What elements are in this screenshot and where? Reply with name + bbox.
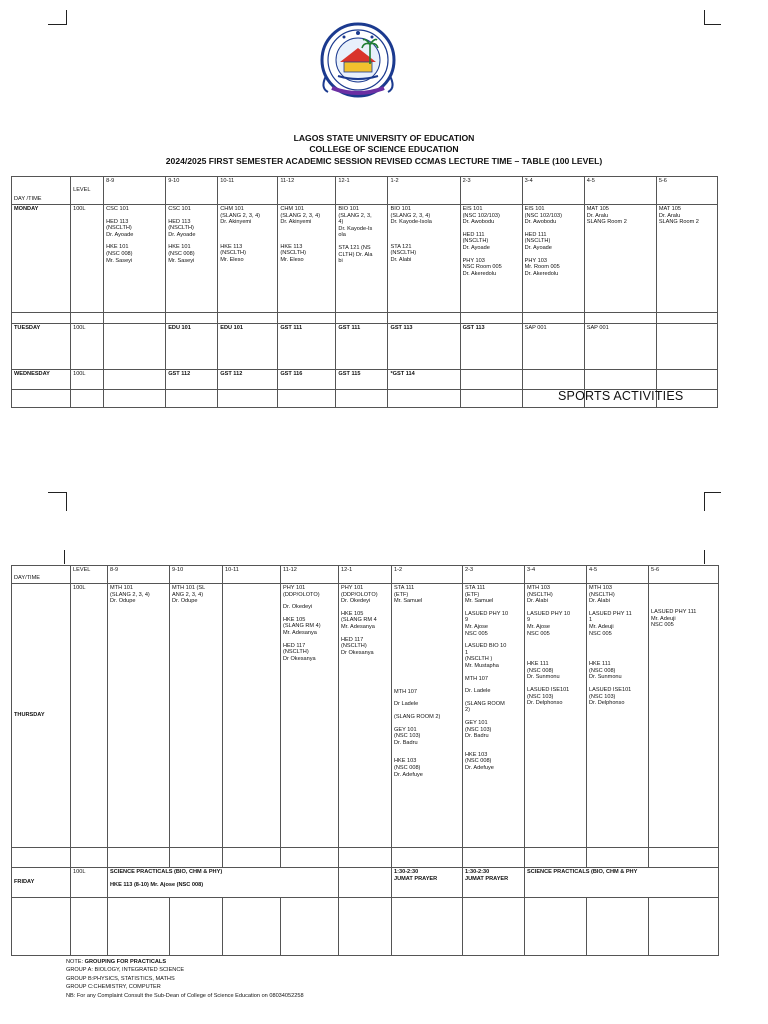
timetable-thu-fri: [11, 565, 719, 956]
class-line: HKE 105: [283, 616, 306, 623]
class-line: HED 117: [341, 636, 364, 643]
table-row: [12, 370, 718, 390]
table-row: [12, 205, 718, 313]
class-line: HED 113: [106, 218, 129, 225]
level-cell: 100L: [71, 205, 104, 313]
class-line: Dr. Adefuye: [465, 764, 494, 771]
class-line: HKE 103: [465, 751, 488, 758]
day-label: TUESDAY: [12, 324, 71, 370]
class-line: (NSC 008): [106, 250, 133, 257]
class-line: Dr. Akeredolu: [462, 270, 497, 277]
class-line: Mr. Ajose: [527, 623, 551, 630]
class-line: (NSCLTH): [390, 250, 417, 257]
day-label: MONDAY: [12, 205, 71, 313]
class-cell: [108, 584, 170, 848]
class-line: Dr. Okedeyi: [283, 604, 313, 611]
class-cell: [460, 205, 522, 313]
class-line: Dr. Ladele: [465, 688, 491, 695]
class-line: (NSC 008): [527, 667, 554, 674]
class-line: Dr. Aralu: [586, 212, 609, 219]
jumat-prayer-cell: 1:30-2:30 JUMAT PRAYER: [463, 868, 525, 898]
class-line: ola: [338, 232, 346, 239]
class-line: Mr. Adeuji: [589, 623, 614, 630]
time-slot-header: 10-11: [223, 566, 281, 584]
class-cell: [656, 324, 717, 370]
class-line: STA 121: [390, 243, 412, 250]
class-cell: [460, 370, 522, 390]
level-cell: 100L: [71, 370, 104, 390]
class-cell: EDU 101: [166, 324, 218, 370]
class-line: (SLANG 2, 3, 4): [280, 212, 321, 219]
class-line: HKE 111: [527, 661, 549, 668]
class-line: (SLANG RM 4): [283, 623, 321, 630]
table-row: [12, 177, 718, 205]
time-slot-header: 11-12: [281, 566, 339, 584]
class-line: HED 117: [283, 642, 306, 649]
class-line: 1: [589, 617, 593, 624]
class-line: Mr. Samuel: [394, 598, 423, 605]
time-slot-header: 10-11: [218, 177, 278, 205]
class-line: (NSC 008): [394, 764, 421, 771]
class-line: PHY 103: [462, 257, 485, 264]
class-cell: [170, 584, 223, 848]
class-line: (NSCLTH): [462, 238, 489, 245]
crop-mark: [704, 10, 721, 25]
class-line: Dr. Alabi: [589, 598, 610, 605]
level-header: LEVEL: [71, 566, 108, 584]
class-line: 1: [465, 649, 469, 656]
class-line: (NSC 102/103): [462, 212, 500, 219]
class-cell: SAP 001: [522, 324, 584, 370]
class-line: Mr. Adeuji: [651, 615, 676, 622]
class-line: STA 111: [465, 585, 486, 591]
class-line: (NSC 008): [589, 667, 616, 674]
class-line: (NSC 103): [589, 693, 616, 700]
class-line: (NSCLTH): [341, 643, 367, 650]
time-slot-header: 8-9: [104, 177, 166, 205]
class-line: (DDP/OLOTO): [283, 591, 320, 598]
class-cell: [522, 205, 584, 313]
class-cell: GST 113: [388, 324, 460, 370]
class-line: NSC 005: [465, 630, 488, 637]
class-cell: [522, 370, 584, 390]
class-line: MTH 101: [110, 585, 134, 591]
crop-mark: [48, 492, 67, 511]
class-line: NSC 005: [651, 622, 674, 629]
class-line: (NSCLTH): [283, 649, 309, 656]
class-line: Mr. Samuel: [465, 598, 494, 605]
time-slot-header: 1-2: [388, 177, 460, 205]
class-cell: *GST 114: [388, 370, 460, 390]
timetable-title: 2024/2025 FIRST SEMESTER ACADEMIC SESSION REVISED CCMAS LECTURE TIME – TABLE (100 LEVEL): [165, 156, 603, 166]
class-line: MTH 103: [589, 585, 613, 591]
class-line: LASUED ISE101: [527, 686, 570, 693]
class-line: (SLANG 2, 3, 4): [390, 212, 431, 219]
time-slot-header: 11-12: [278, 177, 336, 205]
class-line: (NSC 103): [527, 693, 554, 700]
class-line: Dr. Ayoade: [106, 231, 134, 238]
day-label: FRIDAY: [12, 868, 71, 898]
class-line: (ETF): [465, 591, 480, 598]
class-line: MTH 101 (SL: [172, 585, 206, 591]
note-line: GROUP A: BIOLOGY, INTEGRATED SCIENCE: [66, 967, 185, 974]
class-cell: [656, 205, 717, 313]
class-line: HKE 101: [106, 244, 129, 251]
class-line: HED 113: [168, 218, 191, 225]
class-cell: SAP 001: [584, 324, 656, 370]
jumat-prayer-cell: 1:30-2:30 JUMAT PRAYER: [392, 868, 463, 898]
class-line: (SLANG 2, 3,: [338, 212, 372, 219]
class-line: HKE 111: [589, 661, 611, 668]
day-time-header: DAY/TIME: [12, 566, 71, 584]
class-line: Dr. Alabi: [390, 256, 412, 263]
sports-activities-label: SPORTS ACTIVITIES: [558, 389, 684, 403]
level-header: LEVEL: [71, 177, 104, 205]
class-cell: [278, 205, 336, 313]
class-line: Mr. Saseyi: [106, 257, 133, 264]
class-line: NSC 005: [527, 630, 550, 637]
class-line: (SLANG ROOM: [465, 700, 505, 707]
time-slot-header: 5-6: [656, 177, 717, 205]
class-cell: [649, 584, 719, 848]
class-line: STA 111: [394, 585, 415, 591]
time-slot-header: 2-3: [463, 566, 525, 584]
class-line: 4): [338, 219, 344, 226]
class-line: (NSCLTH ): [465, 656, 493, 663]
time-slot-header: 8-9: [108, 566, 170, 584]
class-cell: [281, 584, 339, 848]
class-cell: [656, 370, 717, 390]
day-label: WEDNESDAY: [12, 370, 71, 390]
class-line: Dr. Kayode-Is: [338, 225, 373, 232]
class-line: Dr. Ayoade: [462, 244, 490, 251]
class-line: Dr. Ayoade: [168, 231, 196, 238]
class-line: (SLANG 2, 3, 4): [220, 212, 261, 219]
class-line: HKE 103: [394, 758, 417, 765]
class-line: (NSCLTH): [524, 238, 551, 245]
table-row: [12, 898, 719, 956]
class-line: (NSCLTH): [527, 591, 553, 598]
class-line: MAT 105: [586, 206, 609, 212]
time-slot-header: 2-3: [460, 177, 522, 205]
time-slot-header: 3-4: [522, 177, 584, 205]
time-slot-header: 9-10: [166, 177, 218, 205]
class-line: (DDP/OLOTO): [341, 591, 378, 598]
class-line: Dr. Badru: [394, 739, 418, 746]
class-line: Mr. Saseyi: [168, 257, 195, 264]
class-line: (ETF): [394, 591, 409, 598]
class-cell: [218, 205, 278, 313]
time-slot-header: 5-6: [649, 566, 719, 584]
class-line: HKE 105: [341, 610, 364, 617]
class-line: LASUED ISE101: [589, 686, 632, 693]
class-line: Dr. Badru: [465, 733, 489, 740]
class-cell: [584, 370, 656, 390]
class-line: Dr. Odupe: [172, 598, 198, 605]
class-line: BIO 101: [338, 206, 359, 212]
class-line: HED 111: [462, 231, 485, 238]
class-line: MAT 105: [658, 206, 681, 212]
level-cell: 100L: [71, 868, 108, 898]
college-name: COLLEGE OF SCIENCE EDUCATION: [309, 144, 459, 154]
class-line: Dr. Akeredolu: [524, 270, 559, 277]
class-cell: [584, 205, 656, 313]
class-line: Mr. Room 005: [524, 264, 560, 271]
table-row: [12, 566, 719, 584]
level-cell: 100L: [71, 584, 108, 848]
class-line: (NSC 008): [168, 250, 195, 257]
class-line: (NSC 008): [465, 758, 492, 765]
table-row: [12, 868, 719, 898]
class-line: (NSCLTH): [589, 591, 615, 598]
class-cell: GST 112: [166, 370, 218, 390]
class-cell: [388, 205, 460, 313]
class-cell: [587, 584, 649, 848]
class-line: CLTH) Dr. Ala: [338, 251, 373, 258]
class-line: Dr. Ayoade: [524, 244, 552, 251]
class-line: (NSCLTH): [280, 250, 307, 257]
class-cell: [525, 584, 587, 848]
class-line: Dr Ladele: [394, 701, 419, 708]
class-line: EIS 101: [462, 206, 483, 212]
class-line: (SLANG RM 4: [341, 617, 377, 624]
note-line: GROUP B:PHYSICS, STATISTICS, MATHS: [66, 975, 175, 982]
class-line: (NSC 103): [465, 726, 492, 733]
crop-mark: [48, 10, 67, 25]
time-slot-header: 4-5: [584, 177, 656, 205]
class-line: Dr. Akinyemi: [220, 219, 252, 226]
class-cell: GST 111: [278, 324, 336, 370]
class-line: (NSCLTH): [106, 225, 132, 232]
class-line: GEY 101: [394, 726, 417, 733]
class-line: MTH 107: [394, 688, 418, 695]
class-line: BIO 101: [390, 206, 411, 212]
class-line: Dr. Delphonso: [589, 700, 625, 707]
note-line: NB: For any Complaint Consult the Sub-Dean of College of Science Education on 08034052258: [66, 992, 304, 999]
class-line: (NSCLTH): [168, 225, 194, 232]
table-row: [12, 324, 718, 370]
time-slot-header: 1-2: [392, 566, 463, 584]
class-line: Dr. Sunmonu: [527, 674, 560, 681]
class-line: Mr. Eleso: [280, 256, 304, 263]
class-line: Dr Okesanya: [283, 655, 316, 662]
class-line: (NSCLTH): [220, 250, 246, 257]
class-line: Dr Okesanya: [341, 649, 374, 656]
class-line: Mr. Eleso: [220, 256, 244, 263]
class-line: HKE 101: [168, 244, 191, 251]
university-logo-seal: [318, 18, 398, 102]
class-line: PHY 101: [283, 585, 306, 591]
class-line: 9: [527, 617, 531, 624]
day-time-header: DAY /TIME: [12, 177, 71, 205]
class-line: 9: [465, 617, 469, 624]
level-cell: 100L: [71, 324, 104, 370]
class-line: STA 121 (NS: [338, 244, 371, 251]
class-line: (SLANG ROOM 2): [394, 713, 441, 720]
class-line: NSC Room 005: [462, 264, 502, 271]
class-cell: [166, 205, 218, 313]
class-line: Dr. Adefuye: [394, 771, 423, 778]
class-line: HKE 113: [220, 243, 243, 250]
class-cell: [104, 205, 166, 313]
class-cell: [392, 584, 463, 848]
science-practicals-morning: SCIENCE PRACTICALS (BIO, CHM & PHY) HKE 113 (8-10) Mr. Ajose (NSC 008): [108, 868, 339, 898]
class-cell: GST 112: [218, 370, 278, 390]
class-cell: GST 113: [460, 324, 522, 370]
class-line: Mr. Adesanya: [341, 623, 375, 630]
class-line: LASUED PHY 10: [465, 610, 509, 617]
time-slot-header: 12-1: [339, 566, 392, 584]
class-line: Dr. Alabi: [527, 598, 548, 605]
class-cell: [339, 584, 392, 848]
class-line: SLANG Room 2: [658, 219, 699, 226]
class-line: CSC 101: [106, 206, 129, 212]
class-line: NSC 005: [589, 630, 612, 637]
time-slot-header: 3-4: [525, 566, 587, 584]
class-line: (NSC 102/103): [524, 212, 562, 219]
class-line: CHM 101: [220, 206, 244, 212]
table-row: [12, 848, 719, 868]
class-line: 2): [465, 707, 470, 714]
class-line: bi: [338, 258, 343, 265]
class-line: GEY 101: [465, 719, 488, 726]
class-line: ANG 2, 3, 4): [172, 591, 204, 598]
class-line: MTH 107: [465, 675, 489, 682]
time-slot-header: 4-5: [587, 566, 649, 584]
class-line: LASUED PHY 11: [589, 610, 632, 617]
class-line: CSC 101: [168, 206, 191, 212]
class-line: Mr. Mustapha: [465, 662, 499, 669]
practical-grouping-note: NOTE: GROUPING FOR PRACTICALS GROUP A: BIOLOGY, INTEGRATED SCIENCE GROUP B:PHYSICS, STATISTICS, MATHS GROUP C:CHEMISTRY, COMPUTER NB: For any Complaint Consult the Sub-Dean of College of Science Education on 08034052258: [66, 959, 304, 999]
university-name: LAGOS STATE UNIVERSITY OF EDUCATION: [293, 133, 475, 143]
crop-mark: [704, 492, 721, 511]
class-cell: [223, 584, 281, 848]
class-line: EIS 101: [524, 206, 545, 212]
time-slot-header: 12-1: [336, 177, 388, 205]
class-line: PHY 101: [341, 585, 364, 591]
class-line: LASUED PHY 10: [527, 610, 571, 617]
class-cell: [336, 205, 388, 313]
class-cell: [104, 370, 166, 390]
class-line: Mr. Ajose: [465, 623, 489, 630]
class-line: Dr. Delphonso: [527, 700, 563, 707]
class-line: SLANG Room 2: [586, 219, 627, 226]
note-line: GROUP C:CHEMISTRY, COMPUTER: [66, 984, 161, 991]
class-line: Mr. Adesanya: [283, 629, 317, 636]
class-line: Dr. Aralu: [658, 212, 681, 219]
class-cell: [339, 868, 392, 898]
class-line: Dr. Awobodu: [524, 219, 557, 226]
class-line: PHY 103: [524, 257, 547, 264]
class-line: CHM 101: [280, 206, 304, 212]
class-line: HKE 113: [280, 243, 303, 250]
table-row: [12, 584, 719, 848]
class-cell: GST 115: [336, 370, 388, 390]
class-line: Dr. Okedeyi: [341, 598, 371, 605]
class-line: Dr. Odupe: [110, 598, 136, 605]
day-label: THURSDAY: [12, 584, 71, 848]
timetable-mon-wed: [11, 176, 718, 408]
table-row: [12, 313, 718, 324]
class-cell: GST 116: [278, 370, 336, 390]
class-cell: GST 111: [336, 324, 388, 370]
class-line: (SLANG 2, 3, 4): [110, 591, 150, 598]
class-cell: [463, 584, 525, 848]
class-line: Dr. Awobodu: [462, 219, 495, 226]
class-line: Dr. Sunmonu: [589, 674, 622, 681]
science-practicals-afternoon: SCIENCE PRACTICALS (BIO, CHM & PHY: [525, 868, 719, 898]
class-cell: EDU 101: [218, 324, 278, 370]
class-line: (NSC 103): [394, 733, 421, 740]
crop-mark: [64, 550, 66, 564]
class-line: HED 111: [524, 231, 547, 238]
class-line: LASUED BIO 10: [465, 643, 507, 650]
class-line: LASUED PHY 111: [651, 609, 697, 615]
crop-mark: [704, 550, 706, 564]
class-line: Dr. Kayode-Isola: [390, 219, 432, 226]
class-line: MTH 103: [527, 585, 551, 591]
class-line: Dr. Akinyemi: [280, 219, 312, 226]
time-slot-header: 9-10: [170, 566, 223, 584]
class-cell: [104, 324, 166, 370]
